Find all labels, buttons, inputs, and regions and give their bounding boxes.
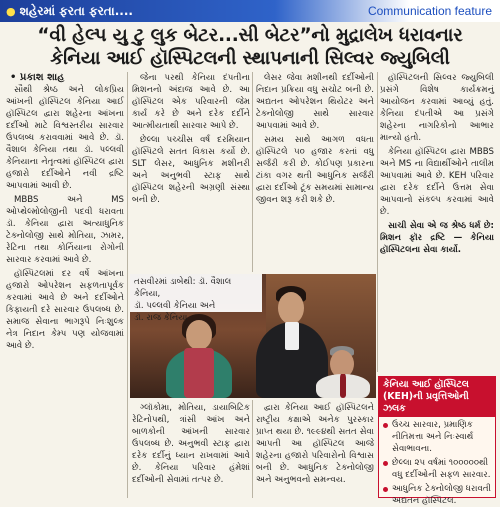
article-column-3 xyxy=(256,72,374,274)
paragraph: જેના પરથી કેનિયા દંપતીના મિશનનો અંદાજ આવે છે. આ હૉસ્પિટલ એક પરિવારની જેમ કાર્ય કરે છે અને દરેક દર્દીને આત્મીયતાથી સારવાર આપે છે. xyxy=(132,73,250,131)
sidebar-title: કેનિયા આઈ હૉસ્પિટલ (KEH)ની પ્રવૃત્તિઓની ઝલક xyxy=(379,377,495,417)
bullet-icon xyxy=(383,487,388,492)
list-item xyxy=(383,483,491,507)
paragraph: કેનિયા હૉસ્પિટલ દ્વારા MBBS અને MS ના વિદ્યાર્થીઓને તાલીમ આપવામાં આવે છે. KEH પરિવાર દ્વારા દરેક દર્દીને ઉત્તમ સેવા આપવાનો સંકલ્પ કરવામાં આવે છે. xyxy=(380,147,494,217)
headline-line-2: કેનિયા આઈ હૉસ્પિટલની સ્થાપનાની સિલ્વર જ્યુબિલી xyxy=(50,48,450,69)
headline-line-1: “વી હેલ્પ યુ ટુ લુક બેટર...સી બેટર”નો મુદ્રાલેખ ધરાવનાર xyxy=(37,25,463,46)
article-column-5 xyxy=(132,402,250,498)
paragraph: સાચી સેવા એ જ શ્રેષ્ઠ ધર્મ છે: મિશન ફૉર દ્રષ્ટિ — કેનિયા હૉસ્પિટલના સેવા કાર્યો. xyxy=(380,221,494,255)
column-divider xyxy=(252,400,253,498)
paragraph: ગ્લૉકોમા, મોતિયા, ડાયાબિટિક રેટિનોપથી, ત્રાંસી આંખ અને બાળકોની આંખની સારવાર ઉપલબ્ધ છે. અનુભવી સ્ટાફ દ્વારા દરેક દર્દીનું ધ્યાન રાખવામાં આવે છે. કેનિયા પરિવાર હંમેશાં દર્દીઓની સેવામાં તત્પર છે. xyxy=(132,403,250,485)
person-2-head xyxy=(278,292,304,324)
bullet-icon: ● xyxy=(6,4,16,18)
column-divider xyxy=(252,72,253,272)
bullet-icon xyxy=(383,461,388,466)
headline xyxy=(6,24,494,70)
paragraph: છેલ્લા પચ્ચીસ વર્ષ દરમિયાન હૉસ્પિટલે સતત વિકાસ કર્યો છે. SLT લેસર, આધુનિક મશીનરી અને અનુભવી સ્ટાફ સાથે હૉસ્પિટલ શહેરની અગ્રણી સંસ્થા બની છે. xyxy=(132,135,250,205)
list-item-text: છેલ્લા ૨૫ વર્ષમાં ૧૦૦૦૦૦થી વધુ દર્દીઓની સફળ સારવાર. xyxy=(392,458,491,480)
person-1-stole xyxy=(184,348,214,398)
article-column-2 xyxy=(132,72,250,274)
section-header-bar xyxy=(0,0,500,22)
caption-line-2: ડૉ. પલ્લવી કેનિયા અને xyxy=(134,301,216,311)
caption-line-1: તસવીરમાં ડાબેથી: ડૉ. વૈશાલ કેનિયા, xyxy=(134,277,232,299)
photo-caption xyxy=(130,274,262,323)
list-item-text: ઉચ્ચ સારવાર, પ્રમાણિક નીતિમત્તા અને નિઃસ્વાર્થ સેવાભાવના. xyxy=(392,420,474,454)
article-column-6 xyxy=(256,402,374,498)
list-item xyxy=(383,419,491,455)
person-3-tie xyxy=(340,374,346,398)
section-header-left xyxy=(0,4,133,19)
column-divider xyxy=(127,72,128,498)
person-1-head xyxy=(186,320,212,350)
list-item-text: આધુનિક ટેક્નોલોજી ધરાવતી અદ્યતન હૉસ્પિટલ. xyxy=(392,484,491,506)
feature-label: Communication feature xyxy=(367,4,492,18)
byline: • પ્રકાશ શાહ xyxy=(10,72,65,83)
caption-line-3: ડૉ. રાજ કેનિયા xyxy=(134,313,188,323)
paragraph: હૉસ્પિટલની સિલ્વર જ્યુબિલી પ્રસંગે વિશેષ કાર્યક્રમનું આયોજન કરવામાં આવ્યું હતું. કેનિયા દંપતીએ આ પ્રસંગે શહેરના નાગરિકોનો આભાર માન્યો હતો. xyxy=(380,73,494,143)
list-item xyxy=(383,457,491,481)
bullet-icon xyxy=(383,423,388,428)
column-divider xyxy=(377,72,378,372)
paragraph: સૌથી શ્રેષ્ઠ અને લોકપ્રિય આંખની હૉસ્પિટલ કેનિયા આઈ હૉસ્પિટલ દ્વારા શહેરના આંખના દર્દીઓ માટે વિશ્વસ્તરીય સારવાર ઉપલબ્ધ કરાવવામાં આવે છે. ડૉ. વૈશાલ કેનિયા તથા ડૉ. પલ્લવી કેનિયાના નેતૃત્વમાં હૉસ્પિટલ દ્વારા હજારો દર્દીઓને નવી દ્રષ્ટિ આપવામાં આવી છે. xyxy=(6,85,124,191)
paragraph: દ્વારા કેનિયા આઈ હૉસ્પિટલને રાષ્ટ્રીય કક્ષાએ અનેક પુરસ્કાર પ્રાપ્ત થયા છે. ૧૯૯૪થી સતત સેવા આપતી આ હૉસ્પિટલ આજે શહેરના હજારો પરિવારોનો વિશ્વાસ બની છે. આધુનિક ટેક્નોલોજી અને અનુભવનો સમન્વય. xyxy=(256,403,374,485)
article-column-1 xyxy=(6,84,124,496)
sidebar-list xyxy=(379,417,495,507)
paragraph: સમય સાથે આગળ વધતા હૉસ્પિટલે ૫૦ હજાર કરતાં વધુ સર્જરી કરી છે. કોઈપણ પ્રકારના ટાંકા વગર થતી આધુનિક સર્જરી દ્વારા દર્દીઓ ટૂંક સમયમાં સામાન્ય જીવન શરૂ કરી શકે છે. xyxy=(256,135,374,205)
paragraph: MBBS અને MS ઓપ્થેલ્મોલોજીની પદવી ધરાવતા ડૉ. કેનિયા દ્વારા અત્યાધુનિક ટેક્નોલોજી સાથે મોતિયા, ઝામર, રેટિના તથા કોર્નિયાના રોગોની સારવાર કરવામાં આવે છે. xyxy=(6,195,124,265)
article-column-4 xyxy=(380,72,494,372)
paragraph: લેસર જેવા મશીનથી દર્દીઓની નિદાન પ્રક્રિયા વધુ સચોટ બની છે. અદ્યતન ઓપરેશન થિયેટર અને ટેક્નોલોજી સાથે સારવાર આપવામાં આવે છે. xyxy=(256,73,374,131)
person-2-shirt xyxy=(285,322,299,350)
doctors-photo xyxy=(130,274,376,398)
paragraph: હૉસ્પિટલમાં દર વર્ષે આંખના હજારો ઓપરેશન સફળતાપૂર્વક કરવામાં આવે છે અને દર્દીઓને કિફાયતી દરે સારવાર ઉપલબ્ધ છે. સમાજ સેવાના ભાગરૂપે નિઃશુલ્ક નેત્ર નિદાન કેમ્પ પણ યોજવામાં આવે છે. xyxy=(6,269,124,351)
section-header-label: શહેરમાં ફરતા ફરતા.... xyxy=(19,3,133,18)
highlights-sidebar xyxy=(378,376,496,506)
